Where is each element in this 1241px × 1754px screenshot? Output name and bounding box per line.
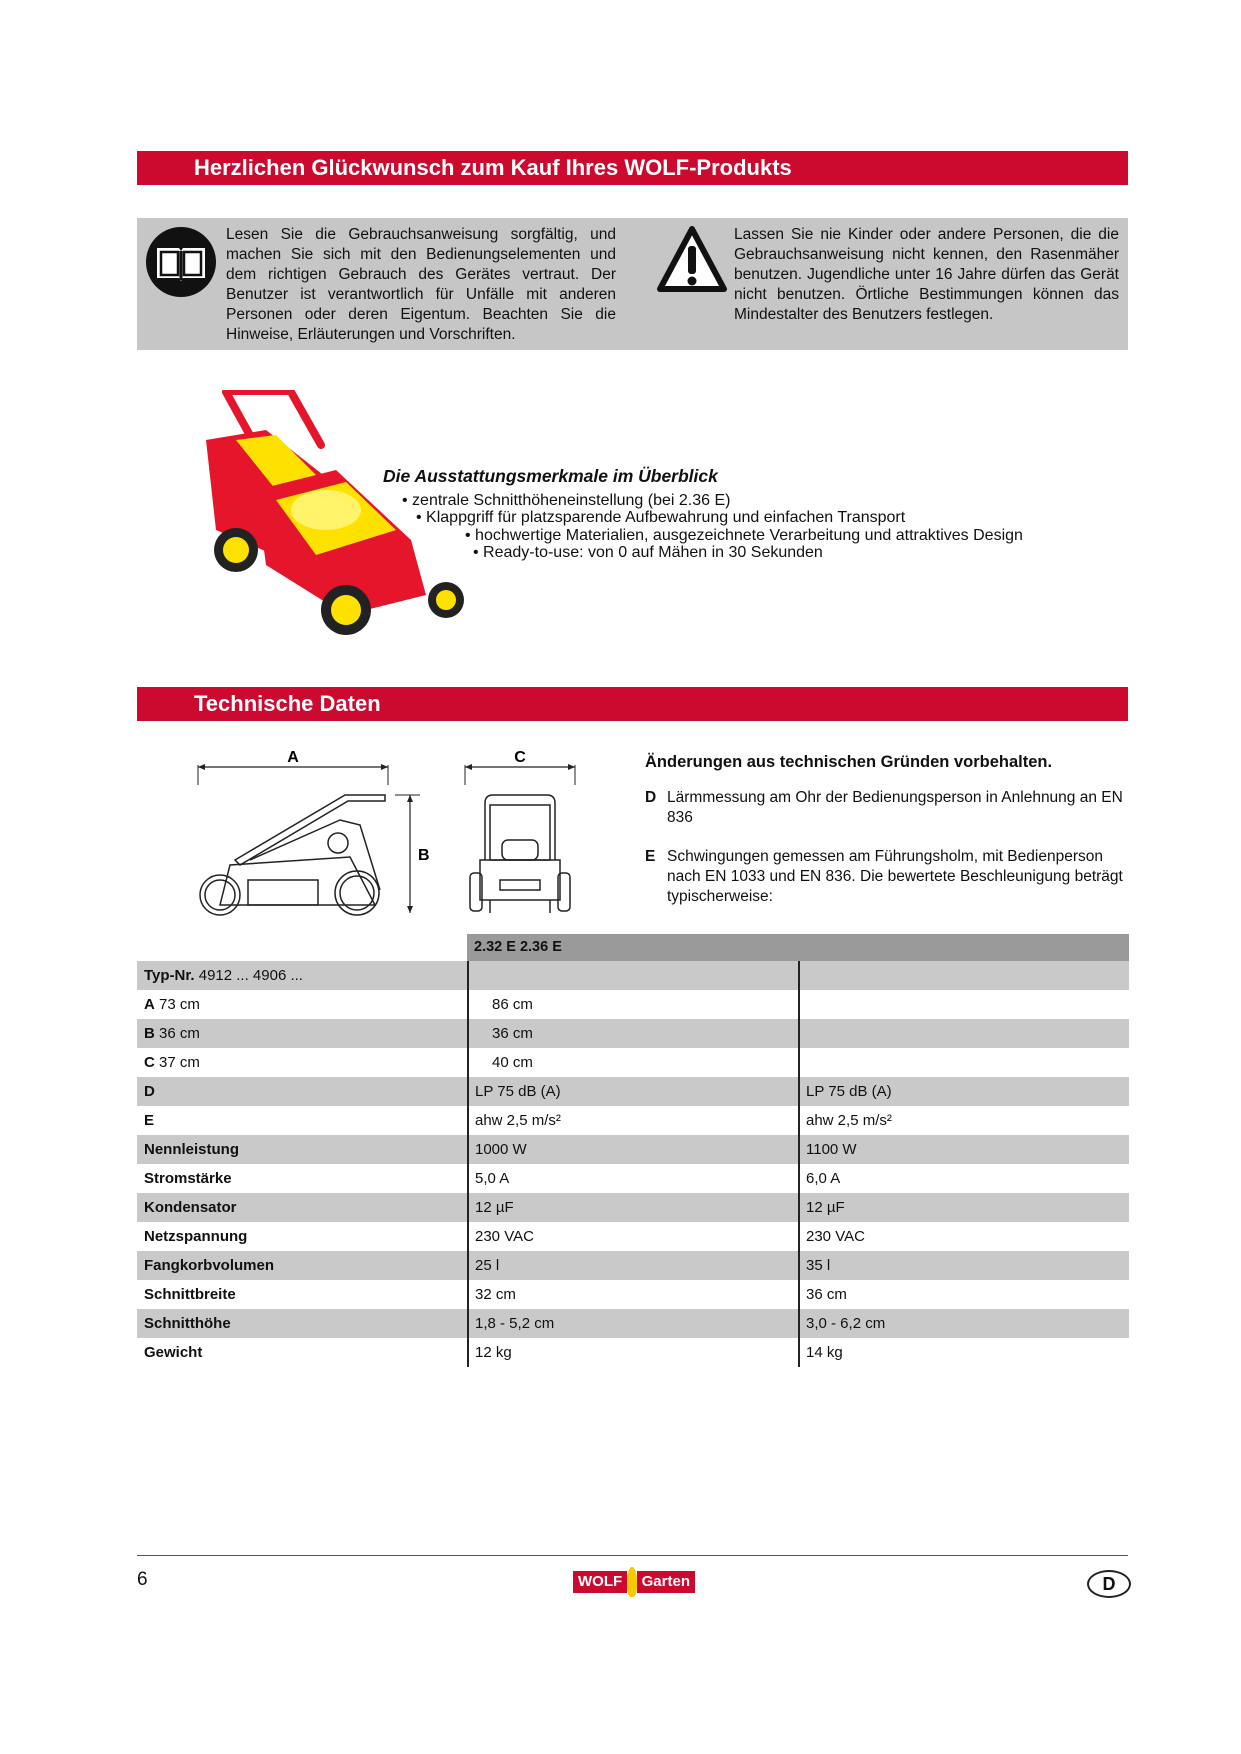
note-d-text: Lärmmessung am Ohr der Bedienungsperson in Anlehnung an EN 836 (667, 789, 1123, 826)
note-d (645, 788, 1125, 828)
row-value-model-b: 12 µF (798, 1193, 1129, 1222)
row-value-model-b (798, 1048, 1129, 1077)
table-row (137, 1019, 1129, 1048)
notice-left-text: Lesen Sie die Gebrauchsanweisung sorgfältig, und machen Sie sich mit den Bedienungselementen und dem richtigen Gebrauch des Gerätes vertraut. Der Benutzer ist verantwortlich für Unfälle mit anderen Personen oder deren Eigentum. Beachten Sie die Hinweise, Erläuterungen und Vorschriften. (226, 226, 616, 343)
row-label: Stromstärke (144, 1170, 232, 1187)
feature-item: • Klappgriff für platzsparende Aufbewahrung und einfachen Transport (416, 509, 906, 526)
row-value-model-a: 25 l (467, 1251, 798, 1280)
table-row (137, 1164, 1129, 1193)
feature-title: Die Ausstattungsmerkmale im Überblick (383, 466, 718, 486)
feature-list (383, 492, 1023, 562)
spec-table (137, 934, 1129, 1367)
row-value-model-a: 32 cm (467, 1280, 798, 1309)
tech-notes-heading: Änderungen aus technischen Gründen vorbehalten. (645, 753, 1053, 771)
note-e-letter: E (645, 848, 656, 865)
row-value-model-a: 1000 W (467, 1135, 798, 1164)
table-row (137, 1106, 1129, 1135)
book-icon (145, 226, 217, 298)
row-label: D (144, 1083, 155, 1100)
table-row (137, 1222, 1129, 1251)
row-value-model-a: 86 cm (467, 990, 798, 1019)
row-value-model-a: 12 µF (467, 1193, 798, 1222)
row-value-model-b (798, 1019, 1129, 1048)
row-value-model-b (798, 961, 1129, 990)
table-row (137, 1338, 1129, 1367)
row-value-model-a: 1,8 - 5,2 cm (467, 1309, 798, 1338)
table-row (137, 1280, 1129, 1309)
row-value-model-b: ahw 2,5 m/s² (798, 1106, 1129, 1135)
row-value-model-b: 6,0 A (798, 1164, 1129, 1193)
row-value-model-b: LP 75 dB (A) (798, 1077, 1129, 1106)
row-label: Nennleistung (144, 1141, 240, 1158)
notice-right-text: Lassen Sie nie Kinder oder andere Personen, die die Gebrauchsanweisung nicht kennen, den Rasenmäher benutzen. Jugendliche unter 16 Jahre dürfen das Gerät nicht benutzen. Örtliche Bestimmungen können das Mindestalter des Benutzers festlegen. (734, 226, 1119, 323)
row-value-model-a (467, 961, 798, 990)
row-label: Netzspannung (144, 1228, 248, 1245)
table-row (137, 990, 1129, 1019)
section-banner-tech (137, 687, 1128, 721)
feature-item: • zentrale Schnitthöheneinstellung (bei 2.36 E) (402, 491, 731, 509)
safety-notice-box (137, 218, 1128, 350)
footer-divider (137, 1555, 1128, 1556)
table-row (137, 1048, 1129, 1077)
warning-icon (656, 224, 728, 294)
page-number: 6 (137, 1569, 148, 1590)
row-label: B (144, 1025, 155, 1042)
dimension-label-a: A (287, 749, 299, 766)
spec-table-header: 2.32 E 2.36 E (467, 934, 1129, 961)
technical-notes (645, 753, 1125, 926)
row-value-model-a: 40 cm (467, 1048, 798, 1077)
note-d-letter: D (645, 789, 657, 806)
feature-item: • Ready-to-use: von 0 auf Mähen in 30 Sekunden (473, 544, 823, 561)
row-value-model-a: LP 75 dB (A) (467, 1077, 798, 1106)
section-banner-welcome (137, 151, 1128, 185)
dimension-label-c: C (514, 749, 526, 766)
row-label-value: 36 cm (154, 1025, 200, 1042)
row-value-model-b: 14 kg (798, 1338, 1129, 1367)
row-label-value: 37 cm (154, 1054, 200, 1071)
table-row (137, 1309, 1129, 1338)
row-value-model-b: 1100 W (798, 1135, 1129, 1164)
row-value-model-a: 36 cm (467, 1019, 798, 1048)
wolf-garten-logo (573, 1567, 695, 1597)
row-label: Kondensator (144, 1199, 237, 1216)
row-label: C (144, 1054, 155, 1071)
row-label: A (144, 996, 155, 1013)
row-value-model-b (798, 990, 1129, 1019)
table-row (137, 1135, 1129, 1164)
dimension-label-b: B (418, 847, 430, 864)
row-label: Fangkorbvolumen (144, 1257, 275, 1274)
table-row (137, 1077, 1129, 1106)
row-value-model-b: 35 l (798, 1251, 1129, 1280)
table-row (137, 1193, 1129, 1222)
row-value-model-a: 5,0 A (467, 1164, 798, 1193)
row-label: Schnittbreite (144, 1286, 236, 1303)
logo-text-left: WOLF (573, 1571, 627, 1593)
fox-icon (627, 1567, 636, 1597)
row-value-model-b: 230 VAC (798, 1222, 1129, 1251)
table-row (137, 961, 1129, 990)
feature-item: • hochwertige Materialien, ausgezeichnete Verarbeitung und attraktives Design (465, 526, 1023, 544)
row-label-value: 4912 ... 4906 ... (194, 967, 303, 984)
tech-title: Technische Daten (194, 691, 381, 716)
dimension-diagram (190, 745, 590, 920)
row-value-model-b: 3,0 - 6,2 cm (798, 1309, 1129, 1338)
row-value-model-a: ahw 2,5 m/s² (467, 1106, 798, 1135)
welcome-title: Herzlichen Glückwunsch zum Kauf Ihres WOLF-Produkts (194, 155, 792, 180)
row-label: E (144, 1112, 155, 1129)
row-label-value: 73 cm (154, 996, 200, 1013)
row-label: Gewicht (144, 1344, 203, 1361)
row-value-model-a: 12 kg (467, 1338, 798, 1367)
logo-text-right: Garten (637, 1571, 695, 1593)
language-badge: D (1087, 1570, 1131, 1598)
row-label: Typ-Nr. (144, 967, 195, 984)
note-e (645, 847, 1125, 907)
row-value-model-a: 230 VAC (467, 1222, 798, 1251)
table-row (137, 1251, 1129, 1280)
note-e-text: Schwingungen gemessen am Führungsholm, mit Bedienperson nach EN 1033 und EN 836. Die bewertete Beschleunigung beträgt typischerweise: (667, 848, 1123, 905)
feature-overview (383, 468, 1023, 562)
row-value-model-b: 36 cm (798, 1280, 1129, 1309)
row-label: Schnitthöhe (144, 1315, 231, 1332)
